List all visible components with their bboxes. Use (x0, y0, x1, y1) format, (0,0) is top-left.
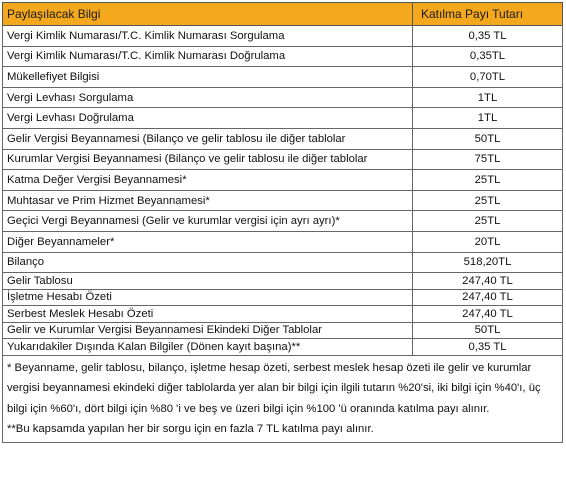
table-row (3, 128, 563, 149)
table-row (3, 67, 563, 88)
table-row (3, 252, 563, 273)
row-amount: 518,20TL (413, 252, 563, 273)
row-amount: 20TL (413, 231, 563, 252)
row-amount: 0,70TL (413, 67, 563, 88)
row-label: Vergi Levhası Sorgulama (3, 87, 413, 108)
row-label: Katma Değer Vergisi Beyannamesi* (3, 170, 413, 191)
row-label: Vergi Levhası Doğrulama (3, 108, 413, 129)
row-label: Diğer Beyannameler* (3, 231, 413, 252)
row-label: Vergi Kimlik Numarası/T.C. Kimlik Numarası Sorgulama (3, 26, 413, 47)
row-amount: 25TL (413, 190, 563, 211)
table-row (3, 273, 563, 290)
row-amount: 247,40 TL (413, 306, 563, 323)
row-amount: 0,35 TL (413, 26, 563, 47)
row-label: Mükellefiyet Bilgisi (3, 67, 413, 88)
row-amount: 25TL (413, 211, 563, 232)
row-amount: 0,35TL (413, 46, 563, 67)
row-amount: 50TL (413, 322, 563, 339)
notes-cell (3, 355, 563, 442)
row-label: Bilanço (3, 252, 413, 273)
table-row (3, 322, 563, 339)
row-label: Kurumlar Vergisi Beyannamesi (Bilanço ve gelir tablosu ile diğer tablolar (3, 149, 413, 170)
fee-table (2, 2, 563, 443)
row-label: Muhtasar ve Prim Hizmet Beyannamesi* (3, 190, 413, 211)
table-row (3, 289, 563, 306)
table-row (3, 108, 563, 129)
table-row (3, 170, 563, 191)
row-label: Vergi Kimlik Numarası/T.C. Kimlik Numarası Doğrulama (3, 46, 413, 67)
row-label: Gelir Tablosu (3, 273, 413, 290)
table-row (3, 190, 563, 211)
table-row (3, 231, 563, 252)
row-label: Gelir Vergisi Beyannamesi (Bilanço ve gelir tablosu ile diğer tablolar (3, 128, 413, 149)
footnote-single-asterisk: * Beyanname, gelir tablosu, bilanço, işletme hesap özeti, serbest meslek hesap özeti ile gelir ve kurumlar vergisi beyannamesi ekindeki diğer tablolarda yer alan bir bilgi için ilgili tutarın %20'si, iki bilgi için %40'ı, üç bilgi için %60'ı, dört bilgi için %80 'i ve beş ve üzeri bilgi için %100 'ü oranında katılma payı alınır. (7, 361, 541, 415)
row-label: Yukarıdakiler Dışında Kalan Bilgiler (Dönen kayıt başına)** (3, 339, 413, 356)
row-amount: 50TL (413, 128, 563, 149)
row-amount: 25TL (413, 170, 563, 191)
table-row (3, 211, 563, 232)
row-amount: 1TL (413, 87, 563, 108)
table-row (3, 149, 563, 170)
row-amount: 247,40 TL (413, 273, 563, 290)
row-label: Geçici Vergi Beyannamesi (Gelir ve kurumlar vergisi için ayrı ayrı)* (3, 211, 413, 232)
fee-table-container (2, 2, 562, 443)
row-amount: 1TL (413, 108, 563, 129)
table-row (3, 46, 563, 67)
table-row (3, 26, 563, 47)
notes-row (3, 355, 563, 442)
row-amount: 247,40 TL (413, 289, 563, 306)
row-label: İşletme Hesabı Özeti (3, 289, 413, 306)
row-label: Serbest Meslek Hesabı Özeti (3, 306, 413, 323)
table-header-row (3, 3, 563, 26)
footnote-double-asterisk: **Bu kapsamda yapılan her bir sorgu için en fazla 7 TL katılma payı alınır. (7, 423, 374, 436)
header-fee-amount: Katılma Payı Tutarı (413, 3, 563, 26)
table-row (3, 339, 563, 356)
header-shared-info: Paylaşılacak Bilgi (3, 3, 413, 26)
row-label: Gelir ve Kurumlar Vergisi Beyannamesi Ekindeki Diğer Tablolar (3, 322, 413, 339)
table-row (3, 87, 563, 108)
row-amount: 0,35 TL (413, 339, 563, 356)
row-amount: 75TL (413, 149, 563, 170)
table-row (3, 306, 563, 323)
